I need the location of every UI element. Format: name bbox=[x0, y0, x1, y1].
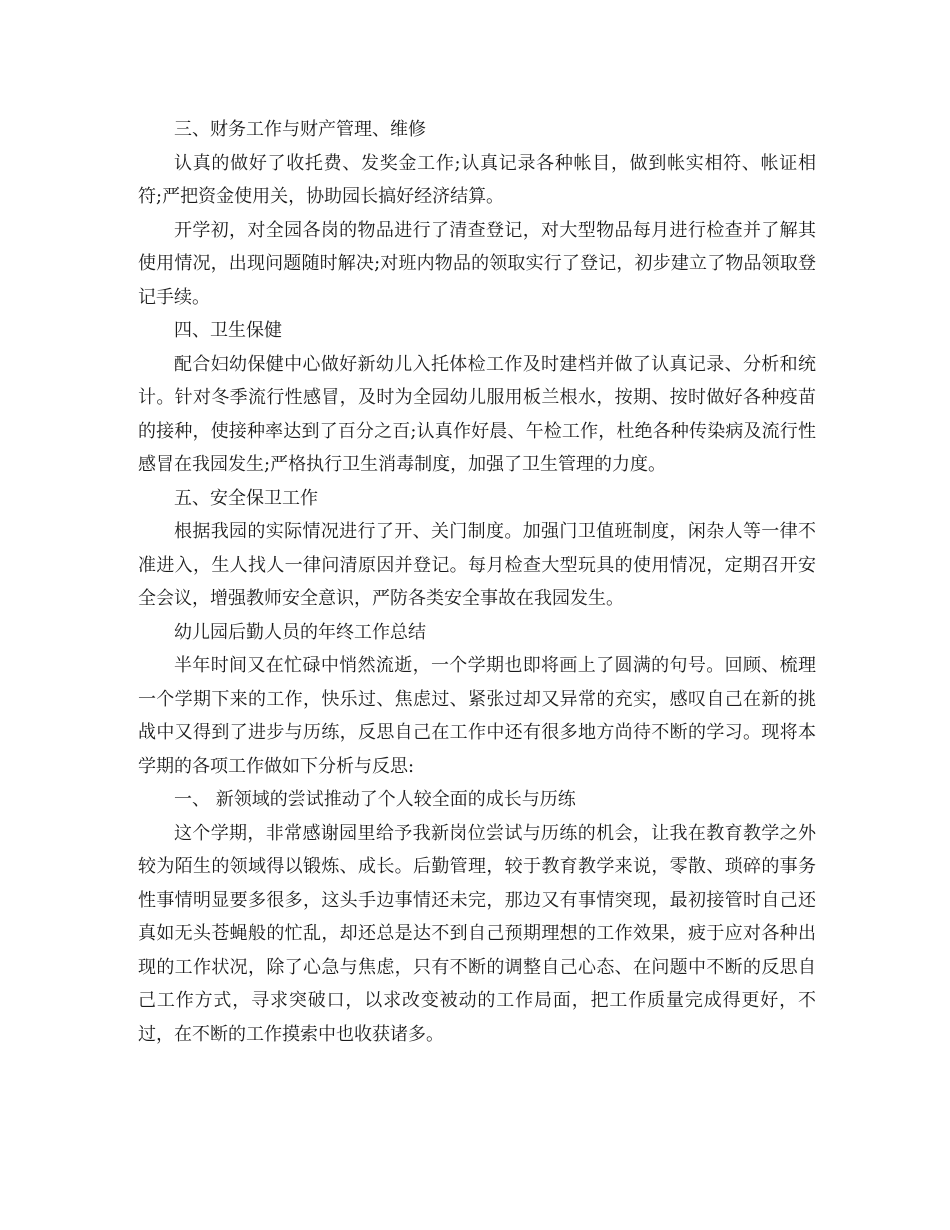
section-heading-safety: 五、安全保卫工作 bbox=[174, 487, 318, 509]
section-heading-health: 四、卫生保健 bbox=[174, 320, 282, 341]
paragraph: 认真的做好了收托费、发奖金工作;认真记录各种帐目，做到帐实相符、帐证相符;严把资金使用关，协助园长搞好经济结算。 bbox=[138, 152, 816, 207]
paragraph: 根据我园的实际情况进行了开、关门制度。加强门卫值班制度，闲杂人等一律不准进入，生人找人一律问清原因并登记。每月检查大型玩具的使用情况，定期召开安全会议，增强教师安全意识，严防各类安全事故在我园发生。 bbox=[138, 521, 816, 609]
paragraph: 半年时间又在忙碌中悄然流逝，一个学期也即将画上了圆满的句号。回顾、梳理一个学期下来的工作，快乐过、焦虑过、紧张过却又异常的充实，感叹自己在新的挑战中又得到了进步与历练，反思自己在工作中还有很多地方尚待不断的学习。现将本学期的各项工作做如下分析与反思: bbox=[138, 655, 816, 777]
paragraph: 这个学期，非常感谢园里给予我新岗位尝试与历练的机会，让我在教育教学之外较为陌生的领域得以锻炼、成长。后勤管理，较于教育教学来说，零散、琐碎的事务性事情明显要多很多，这头手边事情还未完，那边又有事情突现，最初接管时自己还真如无头苍蝇般的忙乱，却还总是达不到自己预期理想的工作效果，疲于应对各种出现的工作状况，除了心急与焦虑，只有不断的调整自己心态、在问题中不断的反思自己工作方式，寻求突破口，以求改变被动的工作局面，把工作质量完成得更好，不过，在不断的工作摸索中也收获诸多。 bbox=[138, 822, 816, 1045]
document-body bbox=[138, 113, 816, 1051]
document-title: 幼儿园后勤人员的年终工作总结 bbox=[174, 621, 426, 643]
section-heading-new-field: 一、 新领域的尝试推动了个人较全面的成长与历练 bbox=[174, 789, 576, 810]
section-heading-finance: 三、财务工作与财产管理、维修 bbox=[174, 119, 426, 140]
paragraph: 配合妇幼保健中心做好新幼儿入托体检工作及时建档并做了认真记录、分析和统计。针对冬季流行性感冒，及时为全园幼儿服用板兰根水，按期、按时做好各种疫苗的接种，使接种率达到了百分之百;认真作好晨、午检工作，杜绝各种传染病及流行性感冒在我园发生;严格执行卫生消毒制度，加强了卫生管理的力度。 bbox=[138, 353, 816, 475]
paragraph: 开学初，对全园各岗的物品进行了清查登记，对大型物品每月进行检查并了解其使用情况，出现问题随时解决;对班内物品的领取实行了登记，初步建立了物品领取登记手续。 bbox=[138, 219, 816, 308]
